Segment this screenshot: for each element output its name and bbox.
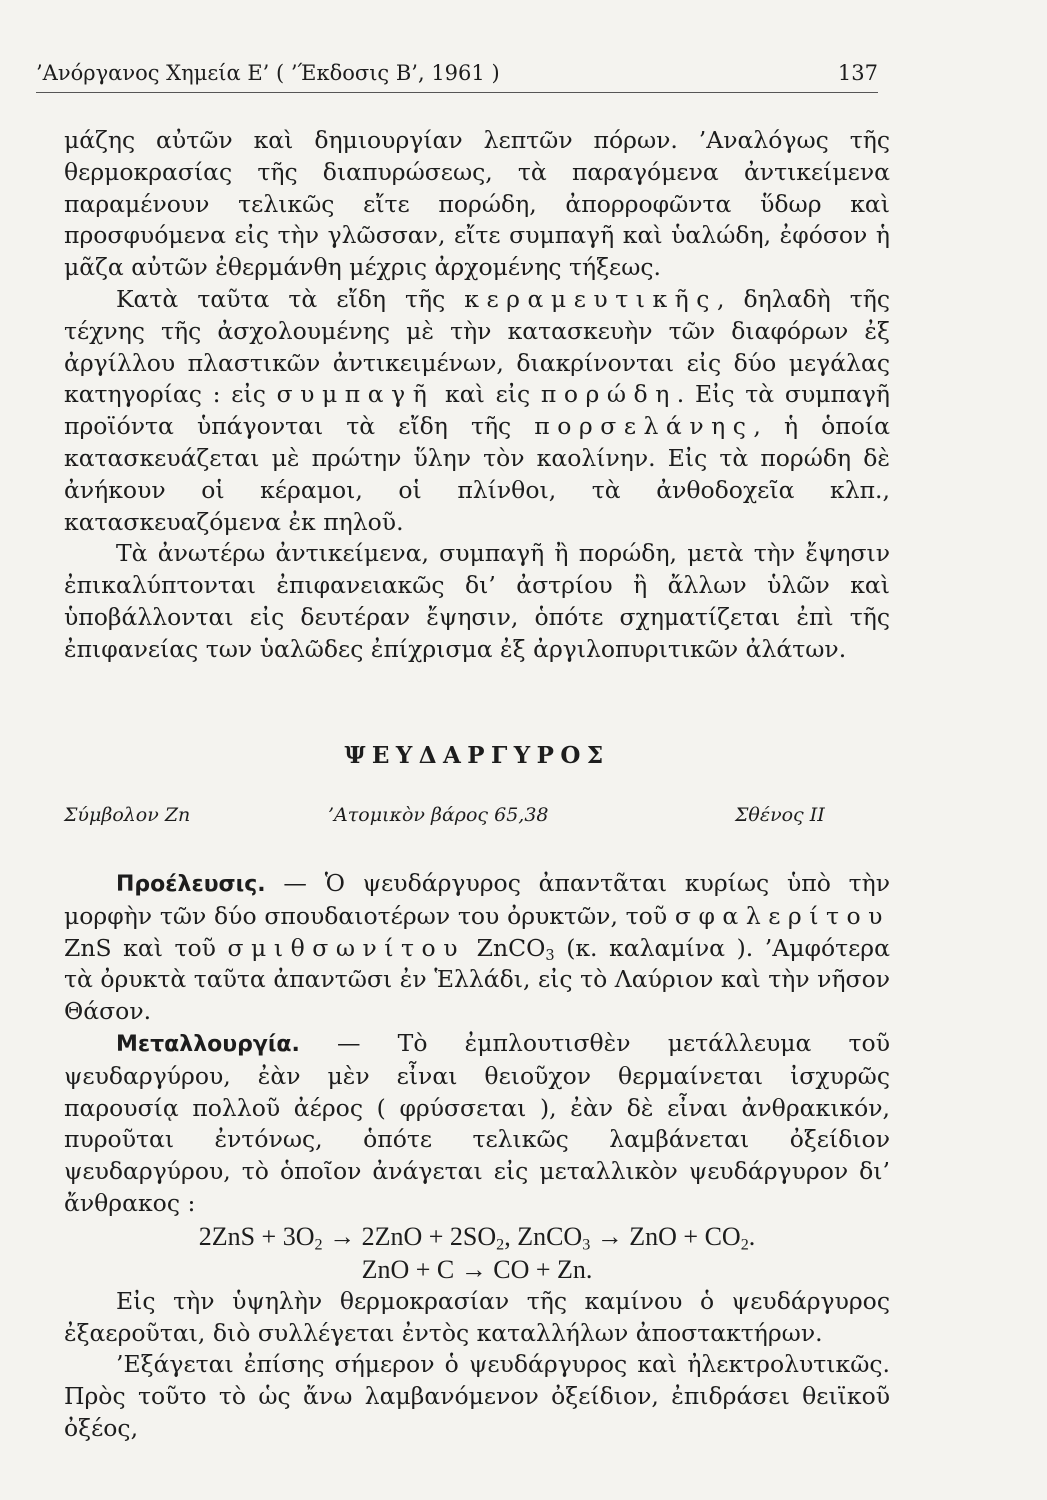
text-run: , δηλαδὴ τῆς τέχνης τῆς ἀσχολουμένης μὲ τὴν κατασκευὴν τῶν διαφόρων ἐξ ἀργίλλου πλαστικῶν ἀντικειμένων, διακρίνονται εἰς δύο μεγάλας κατηγορίας : εἰς [64,284,890,409]
eq-part: → ZnO + CO [590,1221,741,1251]
eq-subscript: 2 [496,1236,505,1254]
text-run: — Τὸ ἐμπλουτισθὲν μετάλλευμα τοῦ ψευδαργύρου, ἐὰν μὲν εἶναι θειοῦχον θερμαίνεται ἰσχυρῶς παρουσίᾳ πολλοῦ ἀέρος ( φρύσσεται ), ἐὰν δὲ εἶναι ἀνθρακικόν, πυροῦται ἐντόνως, ὁπότε τελικῶς λαμβάνεται ὀξείδιον ψευδαργύρου, τὸ ὁποῖον ἀνάγεται εἰς μεταλλικὸν ψευδάργυρον δι’ ἄνθρακος : [64,1028,890,1217]
element-symbol: Σύμβολον Zn [64,804,191,826]
page-number: 137 [837,61,878,85]
term-sphalerite: σφαλερίτου [674,901,890,930]
term-smithsonite: σμιθσωνίτου [227,933,466,962]
header-title: ’Ανόργανος Χημεία Ε’ ( ’Έκδοσις Β’, 1961 ) [36,61,500,85]
section-heading-zinc: ΨΕΥΔΑΡΓΥΡΟΣ [344,742,610,769]
text-run: Κατὰ ταῦτα τὰ εἴδη τῆς [116,284,446,313]
eq-part: , ZnCO [504,1221,583,1251]
text-run: — Ὁ ψευδάργυρος ἀπαντᾶται κυρίως ὑπὸ τὴν μορφὴν τῶν δύο σπουδαιοτέρων του ὀρυκτῶν, τοῦ [64,869,890,930]
valence: Σθένος II [735,804,825,826]
text-run: καὶ εἰς [445,380,531,409]
text-run: (κ. καλαμίνα ). ’Αμφότερα τὰ ὀρυκτὰ ταῦτα ἀπαντῶσι ἐν Ἑλλάδι, εἰς τὸ Λαύριον καὶ τὴν νῆσον Θάσον. [64,933,890,1026]
heading-occurrence: Προέλευσις. [116,872,266,897]
formula-znco3 [477,934,555,962]
paragraph-glazing: Τὰ ἀνωτέρω ἀντικείμενα, συμπαγῆ ἢ πορώδη, μετὰ τὴν ἔψησιν ἐπικαλύπτονται ἐπιφανειακῶς δι’ ἀστρίου ἢ ἄλλων ὑλῶν καὶ ὑποβάλλονται εἰς δευτέραν ἔψησιν, ὁπότε σχηματίζεται ἐπὶ τῆς ἐπιφανείας των ὑαλῶδες ἐπίχρισμα ἐξ ἀργιλοπυριτικῶν ἀλάτων. [64,539,890,663]
eq-subscript: 2 [740,1236,749,1254]
eq-part: 2ZnS + 3O [198,1221,315,1251]
paragraph-ceramics-pores: μάζης αὐτῶν καὶ δημιουργίαν λεπτῶν πόρων. ’Αναλόγως τῆς θερμοκρασίας τῆς διαπυρώσεως, τὰ παραγόμενα ἀντικείμενα παραμένουν τελικῶς εἴτε πορώδη, ἀπορροφῶντα ὕδωρ καὶ προσφυόμενα εἰς τὴν γλῶσσαν, εἴτε συμπαγῆ καὶ ὑαλώδη, ἐφόσον ἡ μᾶζα αὐτῶν ἐθερμάνθη μέχρις ἀρχομένης τήξεως. [64,126,890,282]
equation-reduction: ZnO + C → CO + Zn. [361,1254,593,1284]
term-compact: συμπαγῆ [276,380,435,409]
equation-roasting [64,1220,890,1253]
text-run: , ἡ ὁποία κατασκευάζεται μὲ πρώτην ὕλην τὸν καολίνην. Εἰς τὰ πορώδη δὲ ἀνήκουν οἱ κέραμοι, οἱ πλίνθοι, τὰ ἀνθοδοχεῖα κλπ., κατασκευαζόμενα ἐκ πηλοῦ. [64,412,890,536]
eq-part: → 2ZnO + 2SO [322,1221,497,1251]
paragraph-occurrence [64,868,890,1028]
intro-text [64,125,890,666]
text-run: καὶ τοῦ [123,933,216,962]
paragraph-electrolytic: ’Εξάγεται ἐπίσης σήμερον ὁ ψευδάργυρος καὶ ἠλεκτρολυτικῶς. Πρὸς τοῦτο τὸ ὡς ἄνω λαμβανόμενον ὀξείδιον, ἐπιδράσει θειϊκοῦ ὀξέος, [64,1350,890,1442]
term-porous: πορώδη [540,380,677,409]
text-run: . Εἰς τὰ συμπαγῆ προϊόντα ὑπάγονται τὰ εἴδη τῆς [64,380,890,441]
heading-metallurgy: Μεταλλουργία. [116,1031,300,1057]
formula-subscript: 3 [545,946,555,964]
atomic-weight: ’Ατομικὸν βάρος 65,38 [328,804,549,826]
formula-text: ZnCO [476,933,546,962]
paragraph-metallurgy [64,1028,890,1220]
term-porcelain: πορσελάνης [534,412,754,441]
formula-zns: ZnS [64,933,112,962]
eq-part: . [748,1221,756,1251]
paragraph-ceramics-types [64,284,890,538]
eq-subscript: 3 [582,1236,591,1254]
term-ceramics: κεραμευτικῆς [464,284,717,313]
running-header [36,60,878,93]
eq-subscript: 2 [314,1236,323,1254]
zinc-text [64,868,890,1445]
paragraph-distillation: Εἰς τὴν ὑψηλὴν θερμοκρασίαν τῆς καμίνου ὁ ψευδάργυρος ἐξαεροῦται, διὸ συλλέγεται ἐντὸς καταλλήλων ἀποστακτήρων. [64,1286,890,1347]
